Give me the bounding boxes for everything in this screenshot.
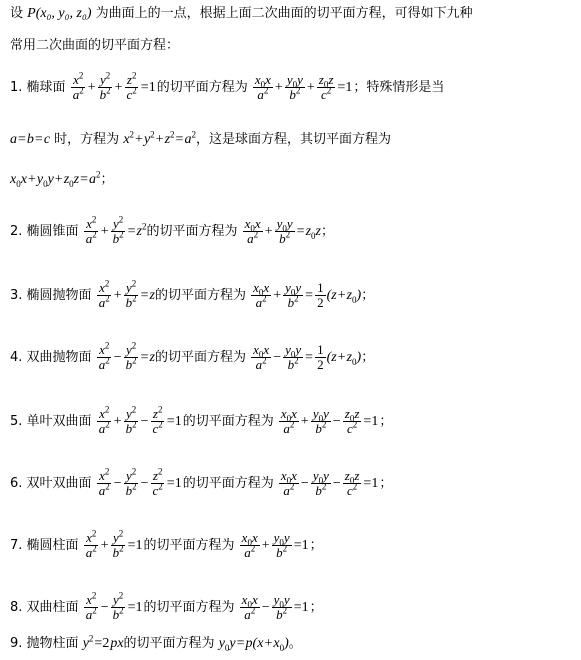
intro-point: P(x₀, y₀, z₀)	[27, 6, 92, 21]
item-6: 6. 双叶双曲面 $\frac{x^2}{a^2}$ − $\frac{y^2}{b^2}$ − $\frac{z^2}{c^2}$ =1的切平面方程为 $\frac{x_0x}{a^2}$ − $\frac{y_0y}{b^2}$ − $\frac{z_0z}{c^2}$ =1；	[10, 466, 393, 498]
item-number: 2.	[10, 224, 23, 239]
item-name: 双曲抛物面	[26, 350, 92, 365]
intro-line-1	[10, 4, 473, 24]
fraction: $\frac{z_0z}{c^2}$	[318, 72, 334, 102]
item-end: ；	[309, 538, 323, 553]
item-end: 。	[288, 636, 302, 651]
fraction: $\frac{z^2}{c^2}$	[126, 70, 137, 102]
intro-text-post: 为曲面上的一点，根据上面二次曲面的切平面方程，可得如下九种	[91, 6, 473, 21]
item-8: 8. 双曲柱面 $\frac{x^2}{a^2}$ − $\frac{y^2}{b^2}$ =1的切平面方程为 $\frac{x_0x}{a^2}$ − $\frac{y_0y}{b^2}$ =1；	[10, 590, 323, 622]
fraction: $\frac{x_0x}{a^2}$	[254, 72, 271, 102]
item-7: 7. 椭圆柱面 $\frac{x^2}{a^2}$ + $\frac{y^2}{b^2}$ =1的切平面方程为 $\frac{x_0x}{a^2}$ + $\frac{y_0y}{b^2}$ =1；	[10, 528, 323, 560]
item-5: 5. 单叶双曲面 $\frac{x^2}{a^2}$ + $\frac{y^2}{b^2}$ − $\frac{z^2}{c^2}$ =1的切平面方程为 $\frac{x_0x}{a^2}$ + $\frac{y_0y}{b^2}$ − $\frac{z_0z}{c^2}$ =1；	[10, 404, 393, 436]
fraction: $\frac{y_0y}{b^2}$	[286, 72, 303, 102]
item-mid: 的切平面方程为	[154, 288, 246, 303]
item-mid: 的切平面方程为	[146, 224, 238, 239]
item-end: ；	[361, 350, 375, 365]
item-mid: 的切平面方程为	[143, 600, 235, 615]
item-1-continued: a=b=c 时，方程为 $x^2+y^2+z^2=a^2$，这是球面方程，其切平面方程为	[10, 129, 391, 147]
item-1-cont-a: 时，方程为	[54, 132, 120, 147]
item-number: 8.	[10, 600, 23, 615]
item-2: 2. 椭圆锥面 $\frac{x^2}{a^2}$ + $\frac{y^2}{b^2}$ $=z^2$的切平面方程为 $\frac{x_0x}{a^2}$ + $\frac{y_0y}{b^2}$ $=z_0z$；	[10, 214, 334, 246]
intro-text-pre: 设	[10, 6, 28, 21]
item-name: 椭圆柱面	[26, 538, 79, 553]
fraction: $\frac{x^2}{a^2}$	[72, 70, 84, 102]
item-number: 9.	[10, 636, 23, 651]
item-name: 椭圆锥面	[26, 224, 79, 239]
item-name: 抛物柱面	[26, 636, 79, 651]
fraction: $\frac{y^2}{b^2}$	[99, 70, 111, 102]
item-name: 单叶双曲面	[26, 414, 92, 429]
item-end: ；	[379, 414, 393, 429]
item-9: 9. 抛物柱面 $y^2=2px$的切平面方程为 $y_0y=p(x+x_0)$。	[10, 633, 302, 653]
item-1-cont-b: ，这是球面方程，其切平面方程为	[195, 132, 391, 147]
sphere-tangent-plane: $x_0x+y_0y+z_0z=a^2$；	[10, 169, 114, 189]
item-number: 7.	[10, 538, 23, 553]
item-number: 1.	[10, 80, 23, 95]
item-mid: 的切平面方程为	[123, 636, 215, 651]
item-mid: 的切平面方程为	[182, 414, 274, 429]
item-end: ；特殊情形是当	[353, 80, 445, 95]
item-number: 6.	[10, 476, 23, 491]
item-3: 3. 椭圆抛物面 $\frac{x^2}{a^2}$ + $\frac{y^2}{b^2}$ =z的切平面方程为 $\frac{x_0x}{a^2}$ + $\frac{y_0y}{b^2}$ = $\frac{1}{2}$ $(z+z_0)$；	[10, 278, 375, 310]
item-1: 1. 椭球面 $\frac{x^2}{a^2}$ + $\frac{y^2}{b^2}$ + $\frac{z^2}{c^2}$ =1的切平面方程为 $\frac{x_0x}{a^2}$ + $\frac{y_0y}{b^2}$ + $\frac{z_0z}{c^2}$ =1；特殊情形是当	[10, 70, 445, 102]
item-4: 4. 双曲抛物面 $\frac{x^2}{a^2}$ − $\frac{y^2}{b^2}$ =z的切平面方程为 $\frac{x_0x}{a^2}$ − $\frac{y_0y}{b^2}$ = $\frac{1}{2}$ $(z+z_0)$；	[10, 340, 375, 372]
item-mid: 的切平面方程为	[143, 538, 235, 553]
item-name: 椭球面	[26, 80, 66, 95]
item-end: ；	[379, 476, 393, 491]
intro-line-2: 常用二次曲面的切平面方程：	[10, 38, 180, 53]
item-number: 3.	[10, 288, 23, 303]
item-mid: 的切平面方程为	[182, 476, 274, 491]
item-mid: 的切平面方程为	[156, 80, 248, 95]
item-number: 4.	[10, 350, 23, 365]
item-name: 双叶双曲面	[26, 476, 92, 491]
item-end: ；	[320, 224, 334, 239]
item-name: 双曲柱面	[26, 600, 79, 615]
item-end: ；	[309, 600, 323, 615]
item-end: ；	[361, 288, 375, 303]
item-mid: 的切平面方程为	[154, 350, 246, 365]
item-name: 椭圆抛物面	[26, 288, 92, 303]
item-number: 5.	[10, 414, 23, 429]
